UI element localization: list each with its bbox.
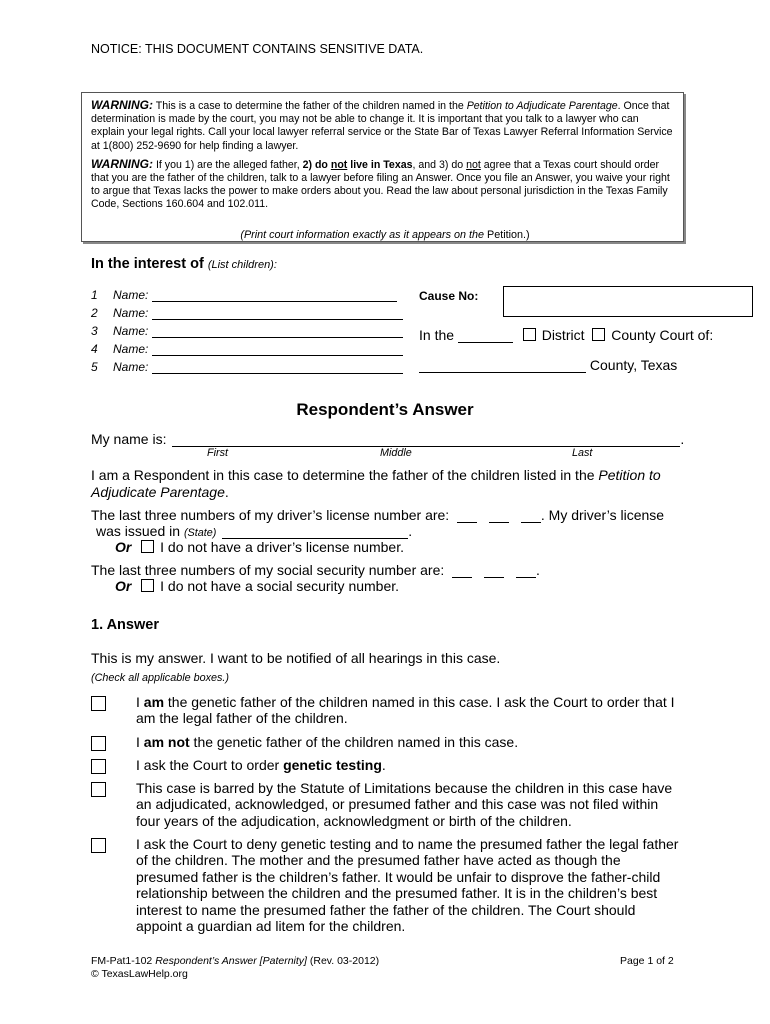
court-of-label: Court of: [659,327,714,343]
child-name-field[interactable] [152,325,403,338]
child-name-row: 5 Name: [91,360,403,374]
court-number-field[interactable] [458,330,513,343]
in-the-label: In the [419,327,455,343]
option-genetic-testing-text: I ask the Court to order genetic testing. [136,757,386,773]
ssn-row: The last three numbers of my social security number are: . [91,562,540,578]
warning-box [81,92,684,242]
last-name-label: Last [572,447,593,459]
option-genetic-testing-checkbox[interactable] [91,759,106,774]
petition-title: Petition to Adjudicate Parentage [466,100,618,112]
warning-label: WARNING: [91,156,153,171]
no-ssn-row: Or I do not have a social security number. [115,578,400,594]
page-title: Respondent’s Answer [296,400,474,419]
child-name-field[interactable] [152,343,403,356]
license-digit-field[interactable] [489,510,509,523]
my-name-label: My name is: [91,431,167,447]
option-statute-checkbox[interactable] [91,782,106,797]
ssn-digit-field[interactable] [484,565,504,578]
license-digit-field[interactable] [521,510,541,523]
child-name-field[interactable] [152,289,397,302]
county-texas-row [419,357,677,373]
no-ssn-checkbox[interactable] [141,579,154,592]
warning-underlined: not [466,158,481,171]
first-name-label: First [207,447,228,459]
license-state-field[interactable] [222,526,408,539]
notice-heading: NOTICE: THIS DOCUMENT CONTAINS SENSITIVE DATA. [91,42,424,56]
my-name-row: My name is: . [91,431,685,447]
warning-text: agree that a Texas court should order that you are the father of the children, talk to a lawyer before filing an Answer. Once you file an Answer, you waive your right to argue that Texas lacks the power to make orders about you. Read the law about personal jurisdiction in the Texas Family Code, Sections 160.604 and 102.011. [91,158,670,211]
option-presumed-father-checkbox[interactable] [91,838,106,853]
section-answer-heading: 1. Answer [91,617,159,633]
county-texas-label: County, Texas [589,357,678,373]
child-name-field[interactable] [152,307,403,320]
option-genetic-father-text: I am the genetic father of the children named in this case. I ask the Court to order that I am the legal father of the children. [136,694,675,727]
warning-text: This is a case to determine the father of the children named in the [153,100,467,112]
no-license-row: Or I do not have a driver’s license number. [115,539,404,555]
license-state-row: was issued in (State) . [96,523,413,539]
court-row [419,327,713,343]
warning-text: If you 1) are the alleged father, [153,158,303,171]
county-label: County [611,327,656,343]
child-name-row: 3 Name: [91,324,403,338]
warning-text: . Once that determination is made by the court, you may not be able to change it. It is important that you talk to a lawyer who can explain your legal rights. Call your local lawyer referral service or the State Bar of Texas Lawyer Referral Information Service at 1(800) 252-9690 for help finding a lawyer. [91,100,673,152]
cause-number-field[interactable] [503,286,753,317]
license-row: The last three numbers of my driver’s license number are: . My driver’s license [91,507,665,523]
child-name-field[interactable] [152,361,403,374]
no-license-checkbox[interactable] [141,540,154,553]
option-presumed-father-text: I ask the Court to deny genetic testing and to name the presumed father the legal father of the children. The mother and the presumed father have acted as though the presumed father is the children’s father. It would be unfair to disprove the father-child relationship between the children and the presumed father. It is in the children’s best interest to name the presumed father the father of the children. The Court should appoint a guardian ad litem for the children. [136,836,679,935]
option-not-father-checkbox[interactable] [91,736,106,751]
option-genetic-father-checkbox[interactable] [91,696,106,711]
option-statute-text: This case is barred by the Statute of Limitations because the children in this case have an adjudicated, acknowledged, or presumed father and this case was not filed within four years of the adjudication, acknowledgment or birth of the children. [136,780,673,829]
middle-name-label: Middle [380,447,412,459]
warning-paragraph-2 [91,158,674,212]
district-checkbox[interactable] [523,328,536,341]
warning-paragraph-1 [91,99,674,153]
interest-heading: In the interest of (List children): [91,256,277,272]
option-not-father-text: I am not the genetic father of the children named in this case. [136,734,519,750]
my-name-field[interactable] [172,434,680,447]
check-note: (Check all applicable boxes.) [91,672,230,684]
print-note: (Print court information exactly as it appears on the Petition.) [240,229,530,241]
child-name-row: 2 Name: [91,306,403,320]
ssn-digit-field[interactable] [516,565,536,578]
district-label: District [541,327,585,343]
child-name-row: 4 Name: [91,342,403,356]
child-name-row: 1 Name: [91,288,397,302]
license-digit-field[interactable] [457,510,477,523]
county-field[interactable] [419,360,586,373]
page-number: Page 1 of 2 [620,955,674,967]
copyright: © TexasLawHelp.org [91,968,188,980]
warning-label: WARNING: [91,98,153,112]
cause-number-label: Cause No: [419,289,479,303]
county-checkbox[interactable] [592,328,605,341]
footer-form-info: FM-Pat1-102 Respondent’s Answer [Paternity] (Rev. 03-2012) © TexasLawHelp.org [91,955,380,980]
warning-text: , and 3) do [412,158,467,171]
warning-bold: 2) do not live in Texas [302,158,413,171]
ssn-digit-field[interactable] [452,565,472,578]
respondent-statement: I am a Respondent in this case to determine the father of the children listed in the Petition to Adjudicate Parentage. [91,467,661,500]
answer-text: This is my answer. I want to be notified of all hearings in this case. [91,650,501,666]
